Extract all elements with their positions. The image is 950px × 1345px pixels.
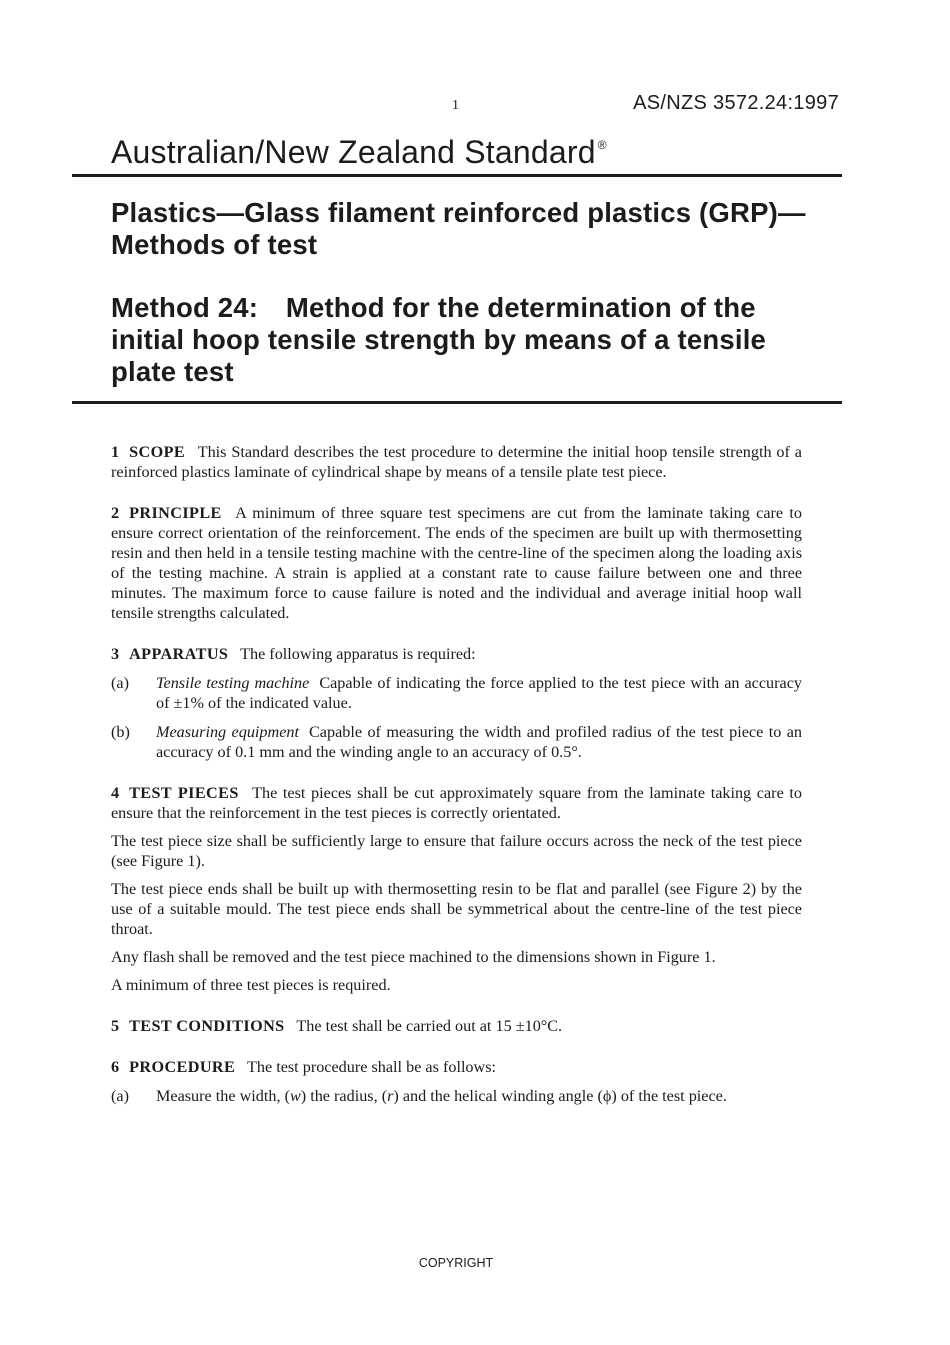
section-number: 2 <box>111 504 120 522</box>
paragraph: Any flash shall be removed and the test piece machined to the dimensions shown in Figure 1. <box>111 948 716 966</box>
copyright-footer: COPYRIGHT <box>418 1256 494 1270</box>
section-number: 5 <box>111 1017 120 1035</box>
list-text <box>156 722 802 762</box>
standard-number: AS/NZS 3572.24:1997 <box>633 92 839 114</box>
section-apparatus <box>111 644 802 664</box>
list-marker: (a) <box>111 1087 129 1105</box>
top-rule <box>72 174 842 177</box>
section-text: This Standard describes the test procedure to determine the initial hoop tensile strength of a reinforced plastics laminate of cylindrical shape by means of a tensile plate test piece. <box>111 443 802 481</box>
registered-mark: ® <box>597 138 607 152</box>
list-item <box>111 1086 802 1106</box>
section-text: A minimum of three square test specimens are cut from the laminate taking care to ensure correct orientation of the reinforcement. The ends of the specimen are built up with thermosetting resin and then held in a tensile testing machine with the centre-line of the specimen along the loading axis of the testing machine. A strain is applied at a constant rate to cause failure between one and three minutes. The maximum force to cause failure is noted and the individual and average initial hoop wall tensile strengths calculated. <box>111 504 803 622</box>
section-text: The test pieces shall be cut approximately square from the laminate taking care to ensure that the reinforcement in the test pieces is correctly orientated. <box>111 784 802 822</box>
method-title: Method 24: Method for the determination of the initial hoop tensile strength by means of a tensile plate test <box>111 292 767 387</box>
section-number: 1 <box>111 443 120 461</box>
list-text <box>156 673 802 713</box>
variable-w: w <box>289 1087 301 1105</box>
text-run: ) and the helical winding angle (ϕ) of the test piece. <box>393 1087 727 1105</box>
paragraph: The test piece size shall be sufficiently large to ensure that failure occurs across the neck of the test piece (see Figure 1). <box>111 832 802 870</box>
item-body: Capable of indicating the force applied to the test piece with an accuracy of ±1% of the indicated value. <box>156 674 802 712</box>
variable-r: r <box>387 1087 394 1105</box>
list-text <box>156 1086 802 1106</box>
text-run: Measure the width, ( <box>156 1087 290 1105</box>
page-number: 1 <box>452 98 459 113</box>
section-text: The following apparatus is required: <box>240 645 476 663</box>
document-body <box>111 442 802 1106</box>
section-heading: PROCEDURE <box>129 1058 236 1076</box>
document-title: Plastics—Glass filament reinforced plastics (GRP)—Methods of test <box>111 197 806 260</box>
section-principle <box>111 503 802 623</box>
section-heading: TEST CONDITIONS <box>129 1017 285 1035</box>
paragraph: The test piece ends shall be built up with thermosetting resin to be flat and parallel (see Figure 2) by the use of a suitable mould. The test piece ends shall be symmetrical about the centre-line of the test piece throat. <box>111 880 802 938</box>
section-heading: SCOPE <box>129 443 186 461</box>
list-item <box>111 673 802 713</box>
list-marker: (a) <box>111 674 129 692</box>
list-marker: (b) <box>111 723 130 741</box>
section-number: 6 <box>111 1058 120 1076</box>
section-procedure <box>111 1057 802 1077</box>
item-heading: Measuring equipment <box>156 723 299 741</box>
item-body: Capable of measuring the width and profiled radius of the test piece to an accuracy of 0.1 mm and the winding angle to an accuracy of 0.5°. <box>156 723 802 761</box>
section-scope <box>111 442 802 482</box>
section-number: 4 <box>111 784 120 802</box>
text-run: ) the radius, ( <box>300 1087 388 1105</box>
brand-text: Australian/New Zealand Standard <box>111 134 596 170</box>
section-text: The test procedure shall be as follows: <box>246 1058 497 1076</box>
section-heading: TEST PIECES <box>129 784 239 802</box>
section-heading: PRINCIPLE <box>129 504 222 522</box>
item-heading: Tensile testing machine <box>156 674 310 692</box>
paragraph: A minimum of three test pieces is required. <box>111 976 391 994</box>
bottom-rule <box>72 401 842 404</box>
section-test-conditions <box>111 1016 802 1036</box>
section-test-pieces <box>111 783 802 823</box>
section-text: The test shall be carried out at 15 ±10°C. <box>296 1017 563 1035</box>
section-number: 3 <box>111 645 120 663</box>
standard-brand <box>111 134 607 171</box>
section-heading: APPARATUS <box>129 645 229 663</box>
list-item <box>111 722 802 762</box>
